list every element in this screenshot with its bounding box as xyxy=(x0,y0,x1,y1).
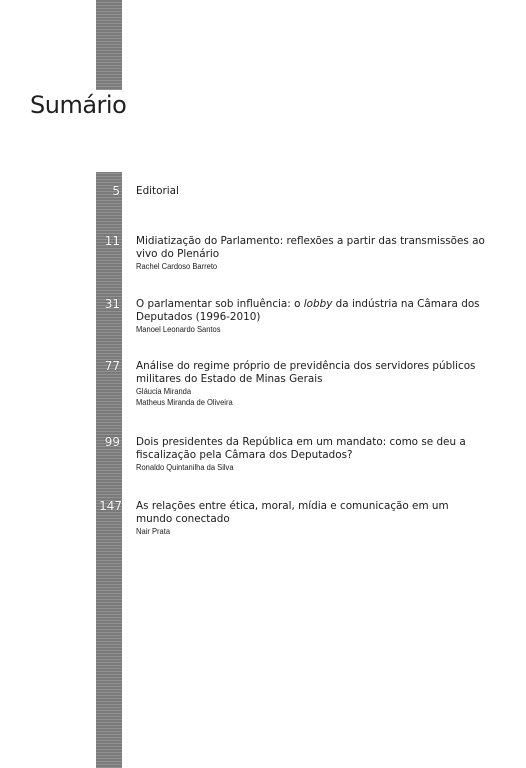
toc-page-number: 77 xyxy=(104,359,120,373)
toc-entry-title: Análise do regime próprio de previdência dos servidores públicos militares do Estado de Minas Gerais xyxy=(136,360,476,385)
page-title: Sumário xyxy=(30,91,127,119)
toc-entry-author: Gláucia Miranda xyxy=(136,386,192,396)
toc-entry-title xyxy=(136,298,486,324)
title-part: da indústria na Câmara dos Deputados (1996-2010) xyxy=(136,298,480,323)
title-italic-part: lobby xyxy=(303,298,333,310)
title-part: O parlamentar sob influência: o xyxy=(136,298,304,310)
toc-entry-title: As relações entre ética, moral, mídia e comunicação em um mundo conectado xyxy=(136,500,449,525)
toc-entry-title: Editorial xyxy=(136,185,179,197)
toc-entry-author: Nair Prata xyxy=(136,526,171,536)
toc-page-number: 147 xyxy=(99,499,122,513)
toc-entry-title: Midiatização do Parlamento: reflexões a partir das transmissões ao vivo do Plenário xyxy=(136,235,485,260)
toc-entry-author: Manoel Leonardo Santos xyxy=(136,324,221,334)
toc-page-number: 5 xyxy=(112,184,120,198)
toc-page-number: 99 xyxy=(104,435,120,449)
toc-entry-title: Dois presidentes da República em um mandato: como se deu a fiscalização pela Câmara dos Deputados? xyxy=(136,436,466,461)
toc-page-number: 31 xyxy=(104,297,120,311)
toc-entry-author: Rachel Cardoso Barreto xyxy=(136,261,218,271)
toc-entry-author: Ronaldo Quintanilha da Silva xyxy=(136,462,234,472)
toc-entry-author: Matheus Miranda de Oliveira xyxy=(136,397,233,407)
toc-page-number: 11 xyxy=(104,234,120,248)
